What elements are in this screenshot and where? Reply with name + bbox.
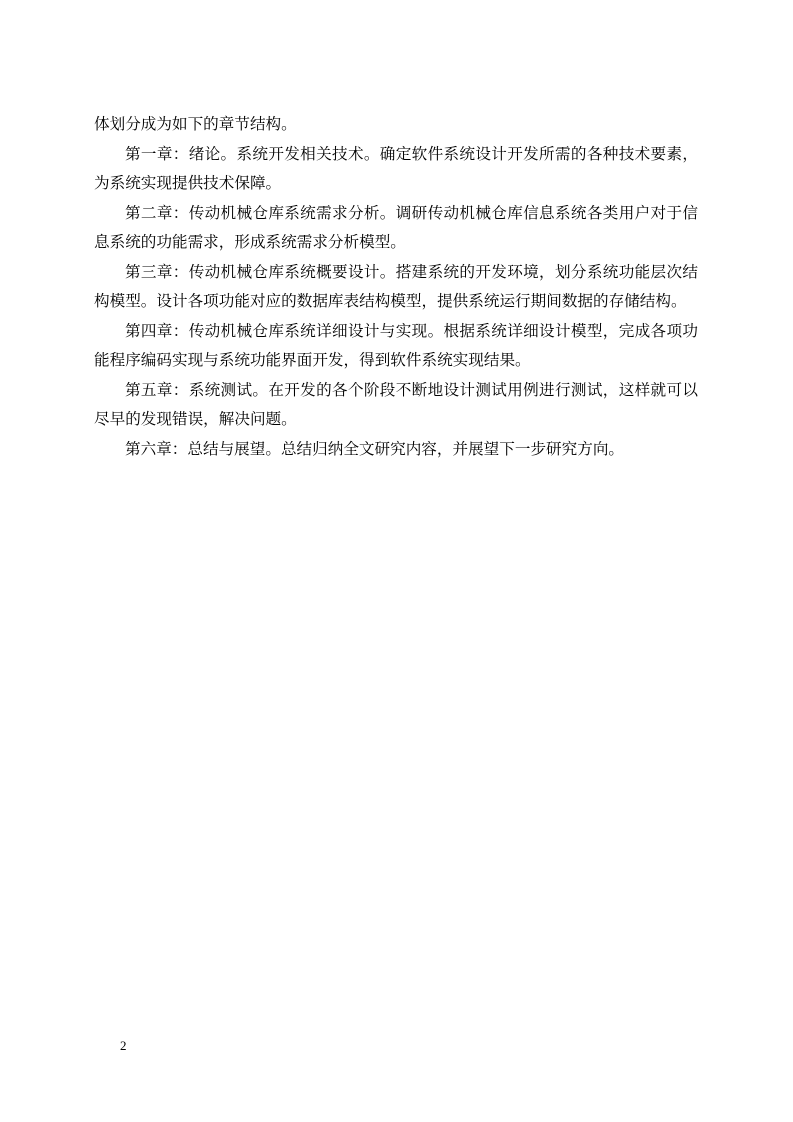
paragraph-chapter-1: 第一章：绪论。系统开发相关技术。确定软件系统设计开发所需的各种技术要素，为系统实现提供技术保障。: [94, 144, 698, 192]
paragraph-continuation: 体划分成为如下的章节结构。: [94, 115, 297, 133]
paragraph-chapter-6: 第六章：总结与展望。总结归纳全文研究内容，并展望下一步研究方向。: [125, 439, 625, 458]
body-text: [94, 110, 698, 464]
paragraph-chapter-4: 第四章：传动机械仓库系统详细设计与实现。根据系统详细设计模型，完成各项功能程序编码实现与系统功能界面开发，得到软件系统实现结果。: [94, 321, 698, 369]
paragraph-chapter-5: 第五章：系统测试。在开发的各个阶段不断地设计测试用例进行测试，这样就可以尽早的发现错误，解决问题。: [94, 380, 698, 428]
paragraph-chapter-2: 第二章：传动机械仓库系统需求分析。调研传动机械仓库信息系统各类用户对于信息系统的功能需求，形成系统需求分析模型。: [94, 203, 698, 251]
paragraph-chapter-3: 第三章：传动机械仓库系统概要设计。搭建系统的开发环境，划分系统功能层次结构模型。设计各项功能对应的数据库表结构模型，提供系统运行期间数据的存储结构。: [94, 262, 698, 310]
page-number: 2: [120, 1038, 127, 1053]
